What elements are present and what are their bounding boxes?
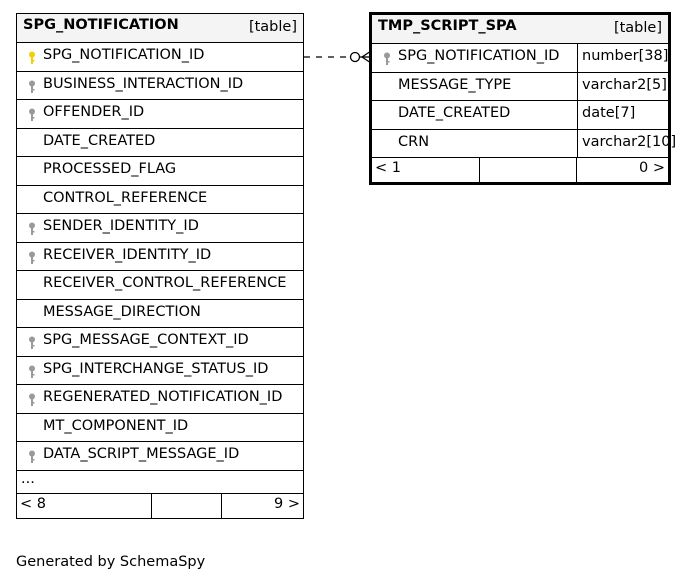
column-name: RECEIVER_IDENTITY_ID (43, 246, 212, 263)
column-name-cell (17, 300, 303, 328)
column-row[interactable] (372, 73, 668, 102)
foreign-key-icon (27, 108, 37, 122)
column-type: varchar2[10] (582, 133, 677, 150)
column-name-cell (17, 214, 303, 242)
column-name-cell (17, 442, 303, 470)
column-type-cell (578, 101, 668, 129)
column-type-cell (578, 44, 668, 72)
column-row[interactable] (372, 130, 677, 159)
column-name-cell (17, 100, 303, 128)
column-name-cell (17, 186, 303, 214)
column-name-cell (372, 44, 578, 72)
column-name: SPG_INTERCHANGE_STATUS_ID (43, 360, 269, 377)
table-header[interactable] (372, 15, 668, 44)
column-name: DATE_CREATED (398, 105, 511, 121)
column-name: PROCESSED_FLAG (43, 161, 177, 177)
table-name[interactable]: SPG_NOTIFICATION (23, 17, 179, 33)
column-name-cell (17, 157, 303, 185)
table-spg-notification[interactable] (16, 13, 304, 519)
footer-spacer (480, 158, 577, 182)
column-row[interactable] (372, 44, 668, 73)
column-name-cell (17, 385, 303, 413)
foreign-key-icon (27, 80, 37, 94)
column-row[interactable] (17, 442, 303, 471)
table-kind: [table] (248, 19, 297, 35)
foreign-key-icon (382, 52, 392, 66)
more-columns-ellipsis (17, 471, 303, 494)
column-type: number[38] (582, 48, 669, 64)
column-row[interactable] (17, 157, 303, 186)
column-name: MT_COMPONENT_ID (43, 417, 189, 434)
table-footer (17, 494, 303, 518)
table-kind: [table] (613, 20, 662, 36)
table-tmp-script-spa[interactable] (369, 12, 677, 185)
column-name: DATA_SCRIPT_MESSAGE_ID (43, 446, 240, 462)
column-name-cell (17, 328, 303, 356)
column-row[interactable] (17, 186, 303, 215)
foreign-key-icon (27, 450, 37, 464)
foreign-key-icon (27, 365, 37, 379)
column-row[interactable] (17, 414, 303, 443)
column-type: varchar2[5] (582, 76, 667, 93)
parents-count[interactable]: < 8 (20, 495, 46, 512)
column-row[interactable] (17, 214, 303, 243)
column-row[interactable] (372, 101, 668, 130)
children-count[interactable]: 0 > (639, 160, 665, 176)
children-count[interactable]: 9 > (274, 495, 300, 512)
column-name: SPG_NOTIFICATION_ID (43, 47, 205, 63)
parents-count[interactable]: < 1 (375, 160, 401, 176)
column-name: SPG_MESSAGE_CONTEXT_ID (43, 332, 249, 348)
foreign-key-icon (27, 393, 37, 407)
column-name: REGENERATED_NOTIFICATION_ID (43, 389, 283, 405)
parents-count-cell (372, 158, 480, 182)
column-row[interactable] (17, 243, 303, 272)
column-row[interactable] (17, 43, 303, 72)
column-name: MESSAGE_DIRECTION (43, 303, 201, 320)
column-name: CRN (398, 133, 430, 150)
column-name-cell (372, 73, 578, 101)
column-type-cell (578, 73, 668, 101)
column-row[interactable] (17, 129, 303, 158)
column-name: DATE_CREATED (43, 132, 156, 149)
column-name-cell (17, 72, 303, 100)
column-name-cell (17, 129, 303, 157)
column-row[interactable] (17, 271, 303, 300)
column-row[interactable] (17, 72, 303, 101)
column-name-cell (17, 243, 303, 271)
footer-spacer (152, 494, 222, 518)
column-row[interactable] (17, 385, 303, 414)
table-name[interactable]: TMP_SCRIPT_SPA (378, 18, 517, 34)
column-name: OFFENDER_ID (43, 104, 145, 120)
parents-count-cell (17, 494, 152, 518)
column-name-cell (372, 101, 578, 129)
column-row[interactable] (17, 300, 303, 329)
zero-cardinality-marker (351, 53, 360, 62)
column-name-cell (17, 357, 303, 385)
table-footer (372, 158, 668, 182)
column-name: SPG_NOTIFICATION_ID (398, 48, 560, 64)
column-type-cell (578, 130, 677, 158)
children-count-cell (577, 158, 668, 182)
column-row[interactable] (17, 328, 303, 357)
column-name-cell (17, 271, 303, 299)
foreign-key-icon (27, 251, 37, 265)
column-name: BUSINESS_INTERACTION_ID (43, 75, 244, 92)
column-name: RECEIVER_CONTROL_REFERENCE (43, 275, 287, 291)
table-header[interactable] (17, 14, 303, 43)
column-name-cell (17, 43, 303, 71)
column-name: CONTROL_REFERENCE (43, 189, 208, 206)
column-type: date[7] (582, 105, 636, 121)
column-row[interactable] (17, 357, 303, 386)
foreign-key-icon (27, 222, 37, 236)
foreign-key-icon (27, 336, 37, 350)
column-row[interactable] (17, 100, 303, 129)
primary-key-icon (27, 51, 37, 65)
column-name: SENDER_IDENTITY_ID (43, 218, 199, 234)
column-name-cell (372, 130, 578, 158)
generator-credit: Generated by SchemaSpy (16, 554, 206, 570)
ellipsis-text: ... (21, 470, 35, 487)
column-name: MESSAGE_TYPE (398, 76, 512, 93)
column-name-cell (17, 414, 303, 442)
children-count-cell (222, 494, 303, 518)
